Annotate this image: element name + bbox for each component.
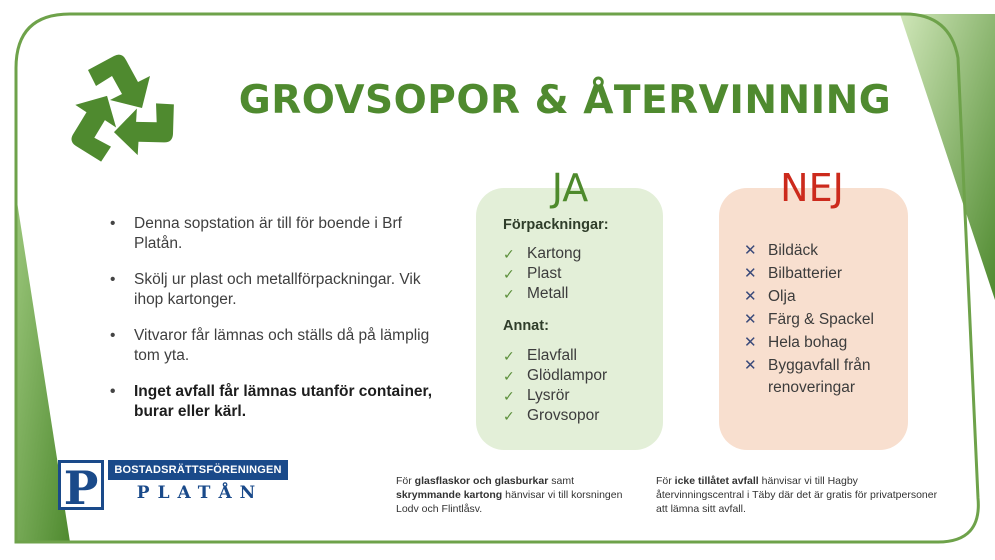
check-icon: ✓ [503,266,515,282]
footnote-not-allowed: För icke tillåtet avfall hänvisar vi till Hagby återvinningscentral i Täby där det är gratis för privatpersoner att lämna sitt avfall. [656,475,938,515]
cross-icon: ✕ [744,311,757,328]
logo-line-2: PLATÅN [136,483,264,503]
bullet-item-bold: • Inget avfall får lämnas utanför container, burar eller kärl. [108,382,438,422]
list-item: ✓ Plast [503,265,562,282]
cross-icon: ✕ [744,242,757,259]
nej-heading: NEJ [780,166,844,210]
list-item: ✕ Olja [744,286,904,309]
cross-icon: ✕ [744,334,757,351]
other-list [503,346,607,426]
bullet-item: • Denna sopstation är till för boende i Brf Platån. [108,214,438,254]
info-bullets [108,214,438,438]
footnote-glass: För glasflaskor och glasburkar samt skrymmande kartong hänvisar vi till korsningen Lodv och Flintlåsv. [396,475,623,515]
list-item: ✓ Kartong [503,245,582,262]
cross-icon: ✕ [744,357,757,374]
ja-heading: JA [551,166,589,210]
packaging-heading: Förpackningar: [503,217,609,233]
bullet-item: • Skölj ur plast och metallförpackningar. Vik ihop kartonger. [108,270,438,310]
page-title: GROVSOPOR & ÅTERVINNING [238,78,892,123]
check-icon: ✓ [503,408,515,424]
list-item: ✕ Färg & Spackel [744,309,904,332]
list-item: ✓ Metall [503,285,569,302]
check-icon: ✓ [503,246,515,262]
nej-list [744,240,904,399]
list-item: ✕ Bilbatterier [744,263,904,286]
list-item: ✕ Bildäck [744,240,904,263]
cross-icon: ✕ [744,265,757,282]
svg-text:P: P [63,461,99,514]
list-item: ✓ Grovsopor [503,407,600,424]
check-icon: ✓ [503,348,515,364]
logo-line-1: BOSTADSRÄTTSFÖRENINGEN [108,460,288,480]
check-icon: ✓ [503,368,515,384]
check-icon: ✓ [503,388,515,404]
list-item: ✕ Hela bohag [744,332,904,355]
bullet-item: • Vitvaror får lämnas och ställs då på lämplig tom yta. [108,326,438,366]
other-heading: Annat: [503,318,549,334]
list-item: ✓ Elavfall [503,347,577,364]
packaging-list [503,244,581,304]
cross-icon: ✕ [744,288,757,305]
association-logo [56,458,288,514]
list-item: ✓ Lysrör [503,387,570,404]
recycle-icon [60,48,182,170]
list-item: ✓ Glödlampor [503,367,608,384]
logo-p-mark [56,458,108,514]
check-icon: ✓ [503,286,515,302]
list-item: ✕ Byggavfall från renoveringar [744,357,871,396]
